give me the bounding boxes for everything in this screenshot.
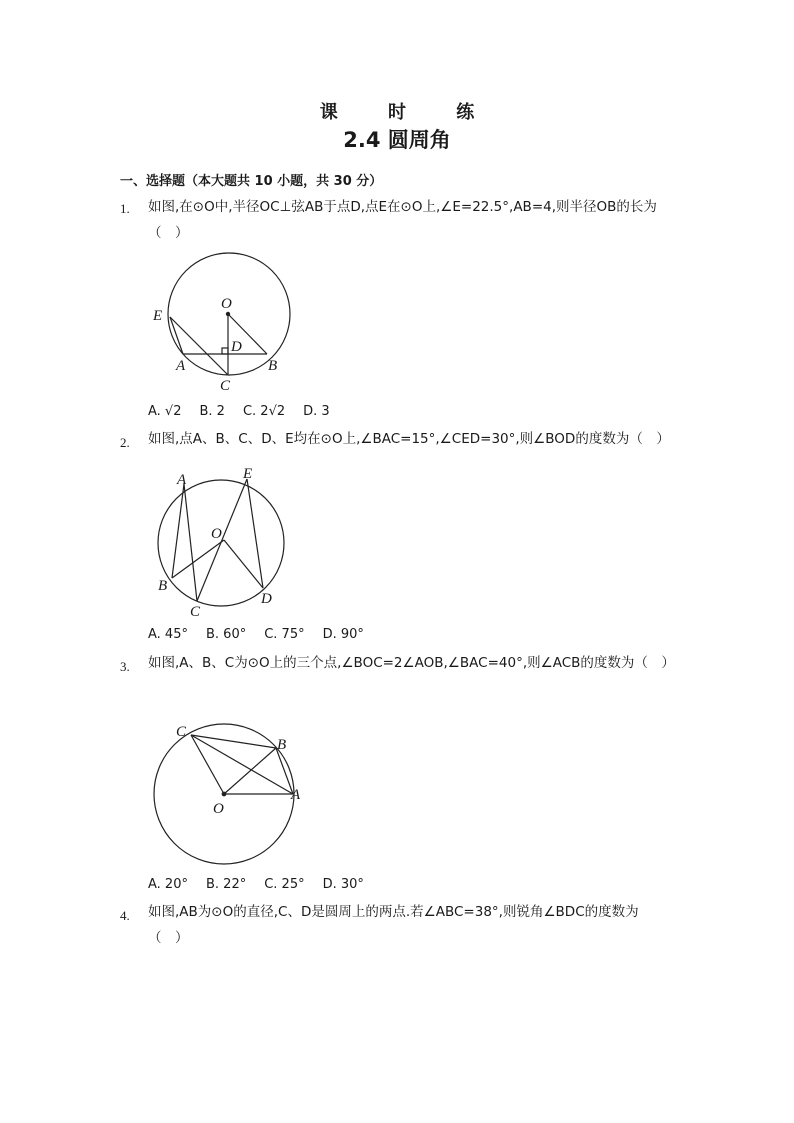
q3-option-c[interactable]: C. 25° <box>264 877 305 892</box>
question-2-text: 如图,点A、B、C、D、E均在⊙O上,∠BAC=15°,∠CED=30°,则∠BOD的度数为（ ） <box>148 431 670 447</box>
q3-center-dot <box>222 792 226 796</box>
q3-label-o: O <box>213 801 224 817</box>
q3-label-b: B <box>277 737 287 753</box>
q2-option-b[interactable]: B. 60° <box>205 627 247 642</box>
q1-right-angle-mark <box>222 348 228 354</box>
lesson-title: 2.4 圆周角 <box>343 128 451 152</box>
q2-label-d: D <box>261 591 272 607</box>
question-4-number: 4. <box>120 908 130 923</box>
q1-center-dot <box>226 312 229 315</box>
q1-label-c: C <box>220 378 231 394</box>
question-2-figure <box>150 462 300 622</box>
question-3-figure <box>150 720 310 870</box>
q3-segment-oc <box>191 735 224 794</box>
q2-label-e: E <box>243 466 253 482</box>
q3-label-c: C <box>176 724 187 740</box>
q1-option-a[interactable]: A. √2 <box>148 404 182 419</box>
q2-option-c[interactable]: C. 75° <box>264 627 305 642</box>
question-1-figure <box>150 250 310 400</box>
q1-label-d: D <box>231 339 242 355</box>
q1-label-o: O <box>221 296 232 312</box>
question-3-options <box>148 877 364 892</box>
question-2-number: 2. <box>120 435 130 450</box>
question-2-options <box>148 627 364 642</box>
question-3-number: 3. <box>120 659 130 674</box>
q2-segment-ec <box>197 479 247 601</box>
q2-segment-ob <box>172 540 224 578</box>
q3-label-a: A <box>291 787 301 803</box>
q2-label-c: C <box>190 604 201 620</box>
q2-label-o: O <box>211 526 222 542</box>
worksheet-title: 课 时 练 <box>319 102 497 123</box>
q1-option-c[interactable]: C. 2√2 <box>242 404 286 419</box>
q2-option-d[interactable]: D. 90° <box>322 627 364 642</box>
q2-segment-ac <box>184 484 197 601</box>
question-4-text: 如图,AB为⊙O的直径,C、D是圆周上的两点.若∠ABC=38°,则锐角∠BDC的度数为（ ） <box>148 904 639 946</box>
question-1-text: 如图,在⊙O中,半径OC⊥弦AB于点D,点E在⊙O上,∠E=22.5°,AB=4,则半径OB的长为（ ） <box>148 199 657 241</box>
question-1-number: 1. <box>120 201 130 216</box>
question-3-text: 如图,A、B、C为⊙O上的三个点,∠BOC=2∠AOB,∠BAC=40°,则∠ACB的度数为（ ） <box>148 655 675 671</box>
q1-label-a: A <box>176 358 186 374</box>
section-heading: 一、选择题（本大题共 10 小题，共 30 分） <box>120 174 383 189</box>
q3-option-d[interactable]: D. 30° <box>322 877 364 892</box>
q2-option-a[interactable]: A. 45° <box>148 627 188 642</box>
q3-option-b[interactable]: B. 22° <box>205 877 247 892</box>
q3-segment-ob <box>224 748 276 794</box>
q3-option-a[interactable]: A. 20° <box>148 877 188 892</box>
question-1-options <box>148 404 330 419</box>
q3-segment-cb <box>191 735 276 748</box>
q1-option-d[interactable]: D. 3 <box>303 404 330 419</box>
q2-segment-ab <box>172 484 184 578</box>
q2-label-b: B <box>158 578 168 594</box>
q1-option-b[interactable]: B. 2 <box>199 404 225 419</box>
q2-label-a: A <box>177 472 187 488</box>
q1-label-b: B <box>268 358 278 374</box>
q1-label-e: E <box>153 308 163 324</box>
